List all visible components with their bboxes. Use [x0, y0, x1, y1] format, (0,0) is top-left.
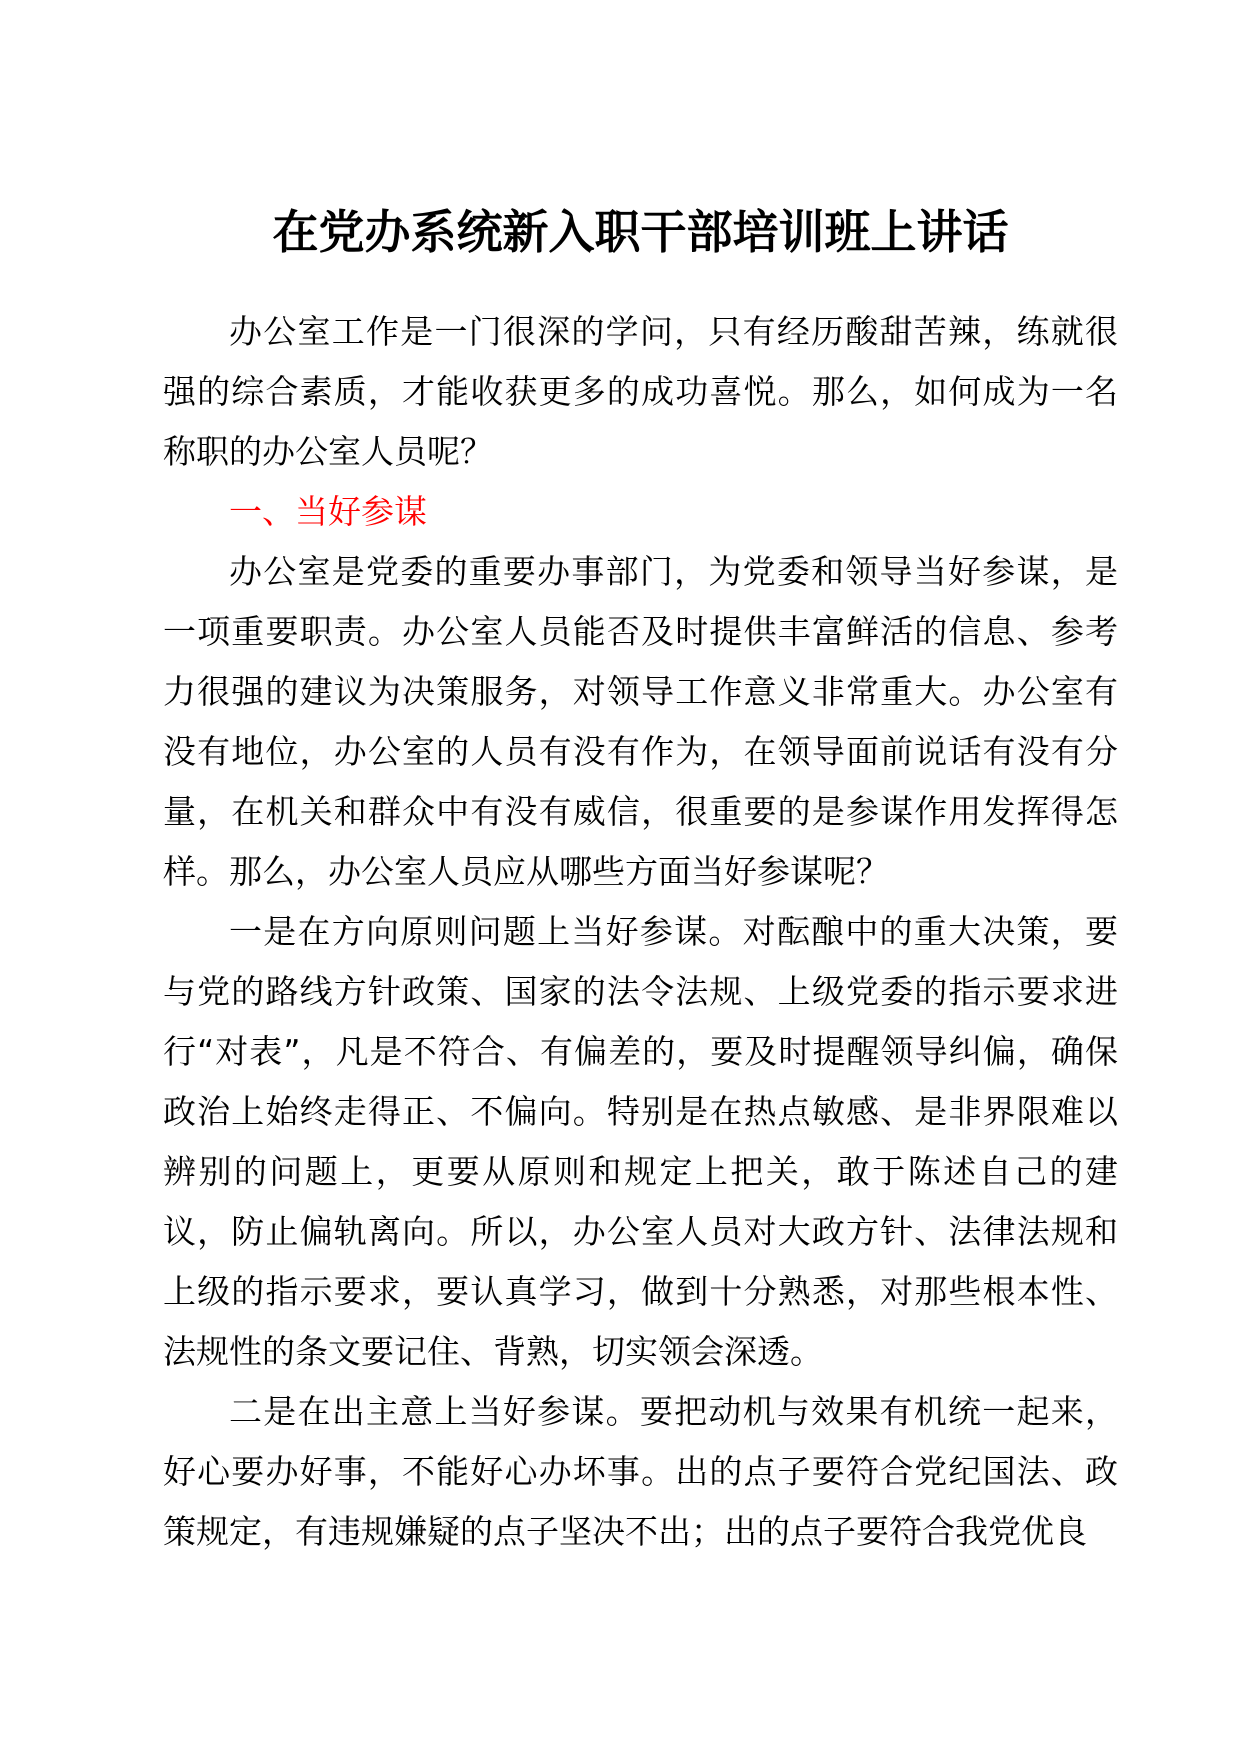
- section-heading-1: 一、当好参谋: [229, 492, 427, 531]
- paragraph-section1-intro: 办公室是党委的重要办事部门，为党委和领导当好参谋，是一项重要职责。办公室人员能否及时提供丰富鲜活的信息、参考力很强的建议为决策服务，对领导工作意义非常重大。办公室有没有地位，办公室的人员有没有作为，在领导面前说话有没有分量，在机关和群众中有没有威信，很重要的是参谋作用发挥得怎样。那么，办公室人员应从哪些方面当好参谋呢？: [163, 552, 1118, 891]
- paragraph-intro: 办公室工作是一门很深的学问，只有经历酸甜苦辣，练就很强的综合素质，才能收获更多的成功喜悦。那么，如何成为一名称职的办公室人员呢？: [163, 312, 1118, 471]
- paragraph-point-2: 二是在出主意上当好参谋。要把动机与效果有机统一起来，好心要办好事，不能好心办坏事。出的点子要符合党纪国法、政策规定，有违规嫌疑的点子坚决不出；出的点子要符合我党优良: [163, 1392, 1118, 1551]
- document-body: [163, 302, 1118, 1562]
- paragraph-point-1: 一是在方向原则问题上当好参谋。对酝酿中的重大决策，要与党的路线方针政策、国家的法令法规、上级党委的指示要求进行“对表”，凡是不符合、有偏差的，要及时提醒领导纠偏，确保政治上始终走得正、不偏向。特别是在热点敏感、是非界限难以辨别的问题上，更要从原则和规定上把关，敢于陈述自己的建议，防止偏轨离向。所以，办公室人员对大政方针、法律法规和上级的指示要求，要认真学习，做到十分熟悉，对那些根本性、法规性的条文要记住、背熟，切实领会深透。: [163, 912, 1118, 1371]
- document-title: 在党办系统新入职干部培训班上讲话: [272, 205, 1009, 259]
